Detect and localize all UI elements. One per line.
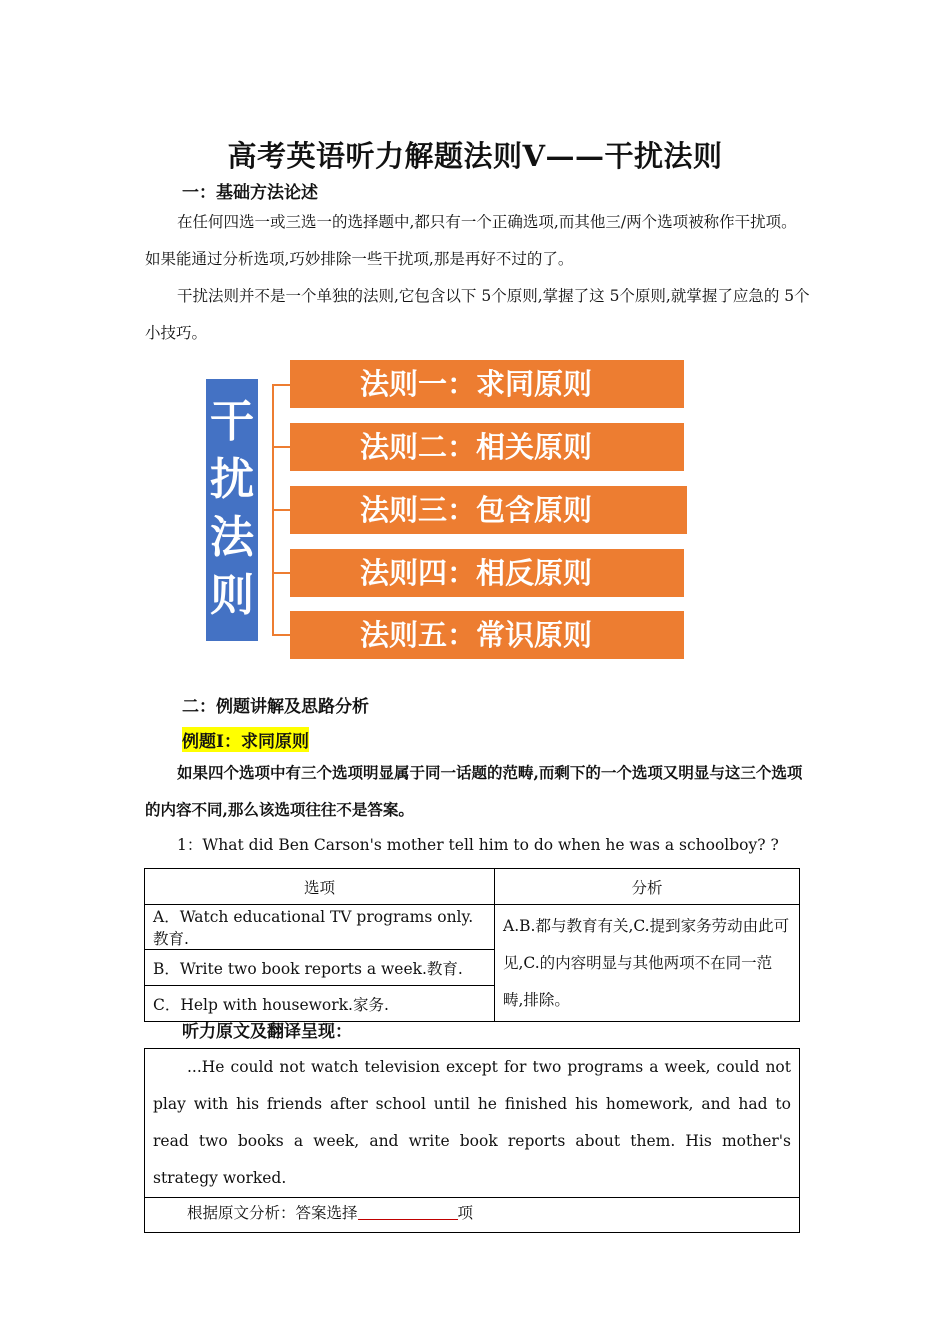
vertical-char: 干 [210, 396, 254, 447]
rules-text: 干扰法则并不是一个单独的法则,它包含以下 5个原则,掌握了这 5个原则,就掌握了应急的 5个小技巧。 [145, 287, 810, 342]
rule-box-3: 法则三：包含原则 [290, 486, 687, 534]
intro-text: 在任何四选一或三选一的选择题中,都只有一个正确选项,而其他三/两个选项被称作干扰项。如果能通过分析选项,巧妙排除一些干扰项,那是再好不过的了。 [145, 213, 797, 268]
intro-paragraph [145, 204, 810, 278]
header-options: 选项 [145, 869, 495, 905]
connector-branch [272, 509, 290, 511]
page-title: 高考英语听力解题法则Ⅴ——干扰法则 [227, 139, 723, 173]
question-text: 1：What did Ben Carson's mother tell him to do when he was a schoolboy? ? [177, 836, 779, 854]
interference-rules-diagram [206, 358, 691, 663]
answer-prefix: 根据原文分析：答案选择 [187, 1204, 358, 1222]
diagram-connector [258, 358, 290, 663]
rule-box-4: 法则四：相反原则 [290, 549, 684, 597]
transcript-text: ...He could not watch television except for two programs a week, could not play with his friends after school until he finished his homework, and had to read two books a week, and write book reports about them. His mother's strategy worked. [153, 1058, 791, 1187]
vertical-char: 扰 [210, 454, 254, 505]
connector-branch [272, 384, 290, 386]
section-heading-2: 二：例题讲解及思路分析 [182, 697, 369, 717]
rule-box-1: 法则一：求同原则 [290, 360, 684, 408]
rules-paragraph [145, 278, 810, 352]
rule-box-2: 法则二：相关原则 [290, 423, 684, 471]
transcript-passage [145, 1049, 799, 1198]
analysis-cell: A.B.都与教育有关,C.提到家务劳动由此可见,C.的内容明显与其他两项不在同一范畴,排除。 [495, 905, 800, 1022]
table-header-row [145, 869, 800, 905]
options-table [144, 868, 800, 1022]
vertical-char: 法 [210, 512, 254, 563]
connector-branch [272, 446, 290, 448]
answer-line [145, 1198, 799, 1232]
connector-branch [272, 572, 290, 574]
question [145, 827, 810, 864]
vertical-char: 则 [210, 570, 254, 621]
option-c: C．Help with housework.家务. [145, 986, 495, 1022]
section-heading-1: 一：基础方法论述 [182, 183, 318, 203]
rule-box-5: 法则五：常识原则 [290, 611, 684, 659]
answer-blank[interactable] [358, 1201, 458, 1220]
header-analysis: 分析 [495, 869, 800, 905]
option-b: B．Write two book reports a week.教育. [145, 950, 495, 986]
rule-description-text: 如果四个选项中有三个选项明显属于同一话题的范畴,而剩下的一个选项又明显与这三个选项的内容不同,那么该选项往往不是答案。 [145, 763, 803, 819]
table-row [145, 905, 800, 950]
connector-branch [272, 634, 290, 636]
transcript-heading: 听力原文及翻译呈现： [182, 1022, 352, 1042]
rule-description [145, 754, 810, 828]
transcript-box [144, 1048, 800, 1233]
answer-suffix: 项 [457, 1204, 474, 1222]
option-a: A．Watch educational TV programs only.教育. [145, 905, 495, 950]
diagram-vertical-label [206, 379, 258, 641]
example-label: 例题Ⅰ：求同原则 [182, 727, 309, 752]
